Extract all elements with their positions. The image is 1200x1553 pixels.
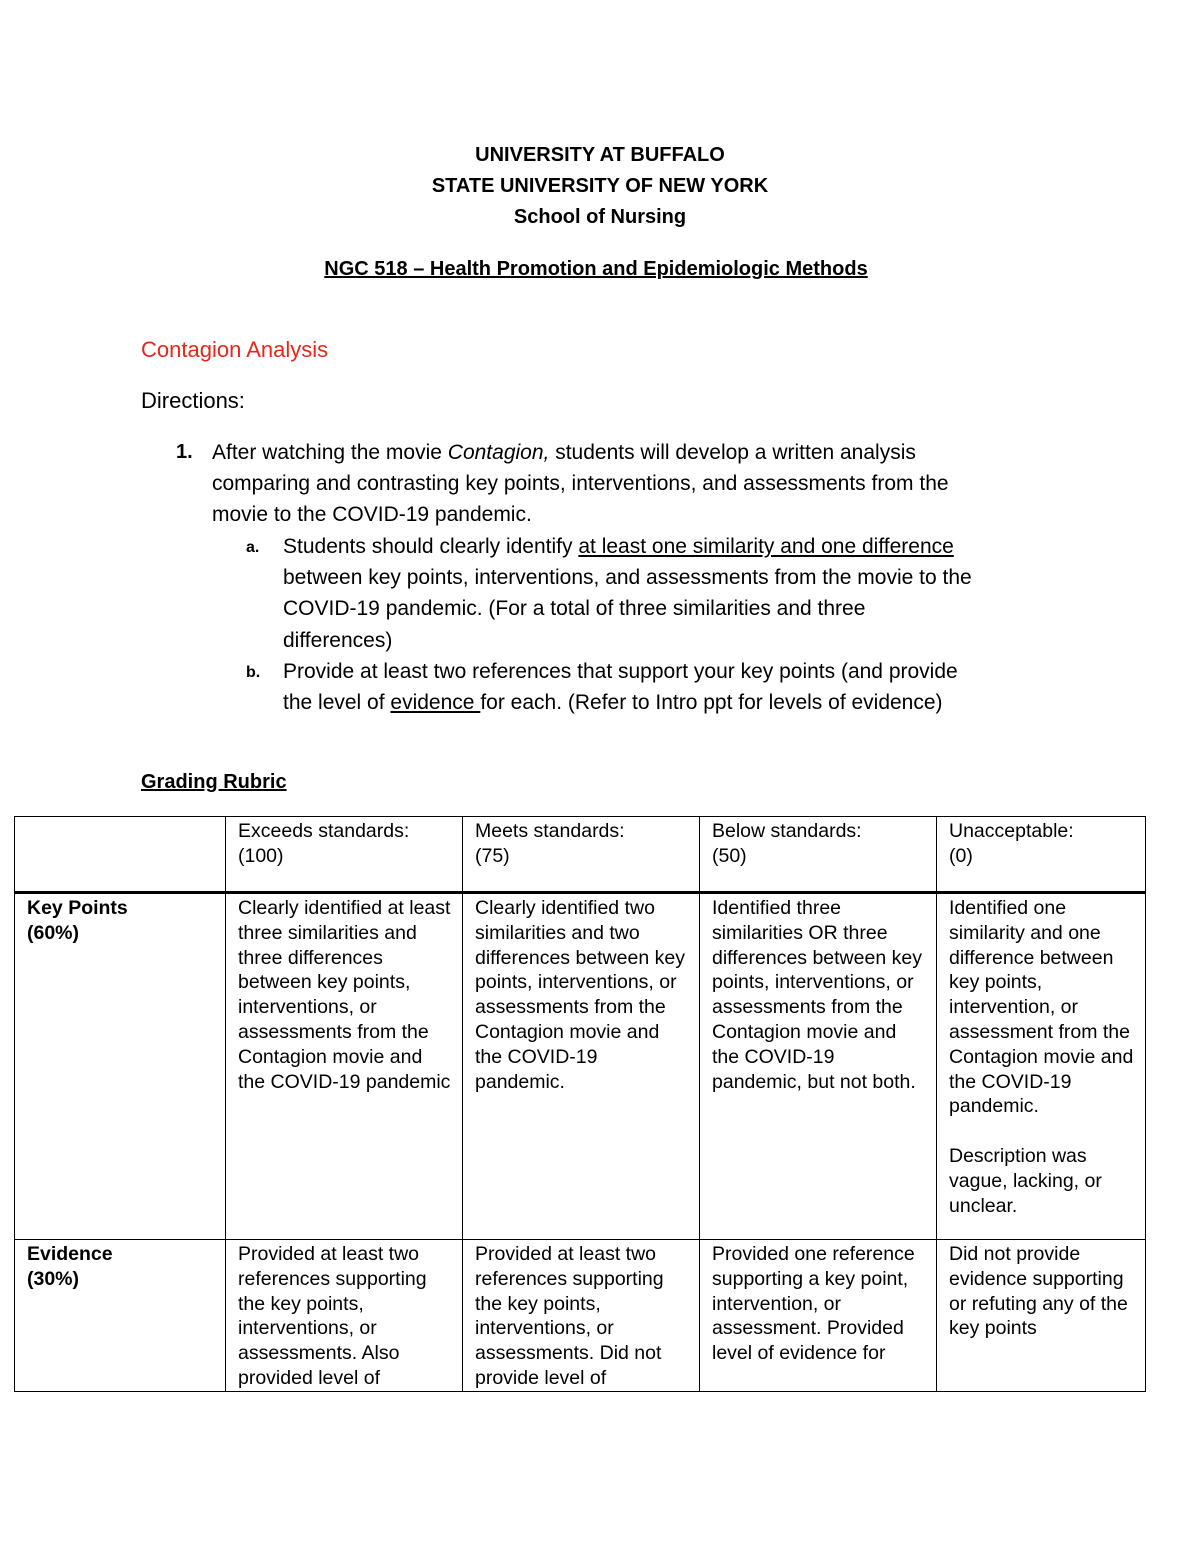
evidence-meets: Provided at least two references supporting the key points, interventions, or assessments. Did not provide level of (463, 1240, 700, 1392)
rubric-row-key-points (15, 893, 1146, 1240)
item-1-text (212, 437, 1112, 531)
sub-item-a-line-2: between key points, interventions, and assessments from the movie to the (283, 566, 972, 590)
grading-rubric-table (14, 816, 1146, 1392)
sub-item-b-line-1: Provide at least two references that support your key points (and provide (283, 660, 958, 683)
similarity-difference-underlined: at least one similarity and one difference (578, 535, 954, 558)
evidence-below: Provided one reference supporting a key point, intervention, or assessment. Provided level of evidence for (700, 1240, 937, 1392)
sub-item-a-line-1: Students should clearly identify at least one similarity and one difference (283, 535, 954, 558)
rubric-row-evidence (15, 1240, 1146, 1392)
key-points-meets: Clearly identified two similarities and two differences between key points, interventions, or assessments from the Contagion movie and the COVID-19 pandemic. (463, 893, 700, 1240)
sub-item-a-text (283, 531, 1143, 656)
item-1-number: 1. (176, 441, 193, 463)
school-name: School of Nursing (513, 206, 687, 228)
evidence-unacceptable: Did not provide evidence supporting or refuting any of the key points (937, 1240, 1146, 1392)
column-below: Below standards: (50) (700, 817, 937, 893)
movie-title-italic: Contagion, (447, 441, 550, 464)
evidence-exceeds: Provided at least two references supporting the key points, interventions, or assessments. Also provided level of (226, 1240, 463, 1392)
sub-item-b-line-2: the level of evidence for each. (Refer to Intro ppt for levels of evidence) (283, 691, 943, 715)
key-points-exceeds: Clearly identified at least three similarities and three differences between key points, interventions, or assessments from the Contagion movie and the COVID-19 pandemic (226, 893, 463, 1240)
rubric-header-row (15, 817, 1146, 893)
sub-item-a-line-3: COVID-19 pandemic. (For a total of three similarities and three (283, 597, 866, 621)
rubric-corner-cell (15, 817, 226, 893)
column-unacceptable: Unacceptable: (0) (937, 817, 1146, 893)
university-name: UNIVERSITY AT BUFFALO (475, 144, 725, 166)
row-label-key-points: Key Points (60%) (15, 893, 226, 1240)
column-meets: Meets standards: (75) (463, 817, 700, 893)
item-1-line-1: After watching the movie Contagion, students will develop a written analysis (212, 441, 916, 464)
directions-label: Directions: (141, 388, 245, 413)
course-title-block (0, 254, 1200, 285)
sub-item-a-marker: a. (246, 539, 260, 556)
item-1-line-2: comparing and contrasting key points, interventions, and assessments from the (212, 472, 949, 496)
document-title: Contagion Analysis (141, 337, 329, 362)
item-1-line-3: movie to the COVID-19 pandemic. (212, 503, 532, 527)
sub-item-b-text (283, 656, 1143, 718)
column-exceeds: Exceeds standards: (100) (226, 817, 463, 893)
course-title: NGC 518 – Health Promotion and Epidemiologic Methods (324, 258, 868, 280)
state-university-name: STATE UNIVERSITY OF NEW YORK (431, 175, 769, 197)
institution-header (0, 140, 1200, 233)
key-points-below: Identified three similarities OR three differences between key points, interventions, or assessments from the Contagion movie and the COVID-19 pandemic, but not both. (700, 893, 937, 1240)
evidence-underlined: evidence (390, 691, 481, 715)
key-points-unacceptable: Identified one similarity and one difference between key points, intervention, or assessment from the Contagion movie and the COVID-19 pandemic. Description was vague, lacking, or unclear. (937, 893, 1146, 1240)
sub-item-b-marker: b. (246, 664, 261, 681)
grading-rubric-heading: Grading Rubric (141, 771, 287, 793)
sub-item-a-line-4: differences) (283, 628, 393, 652)
row-label-evidence: Evidence (30%) (15, 1240, 226, 1392)
